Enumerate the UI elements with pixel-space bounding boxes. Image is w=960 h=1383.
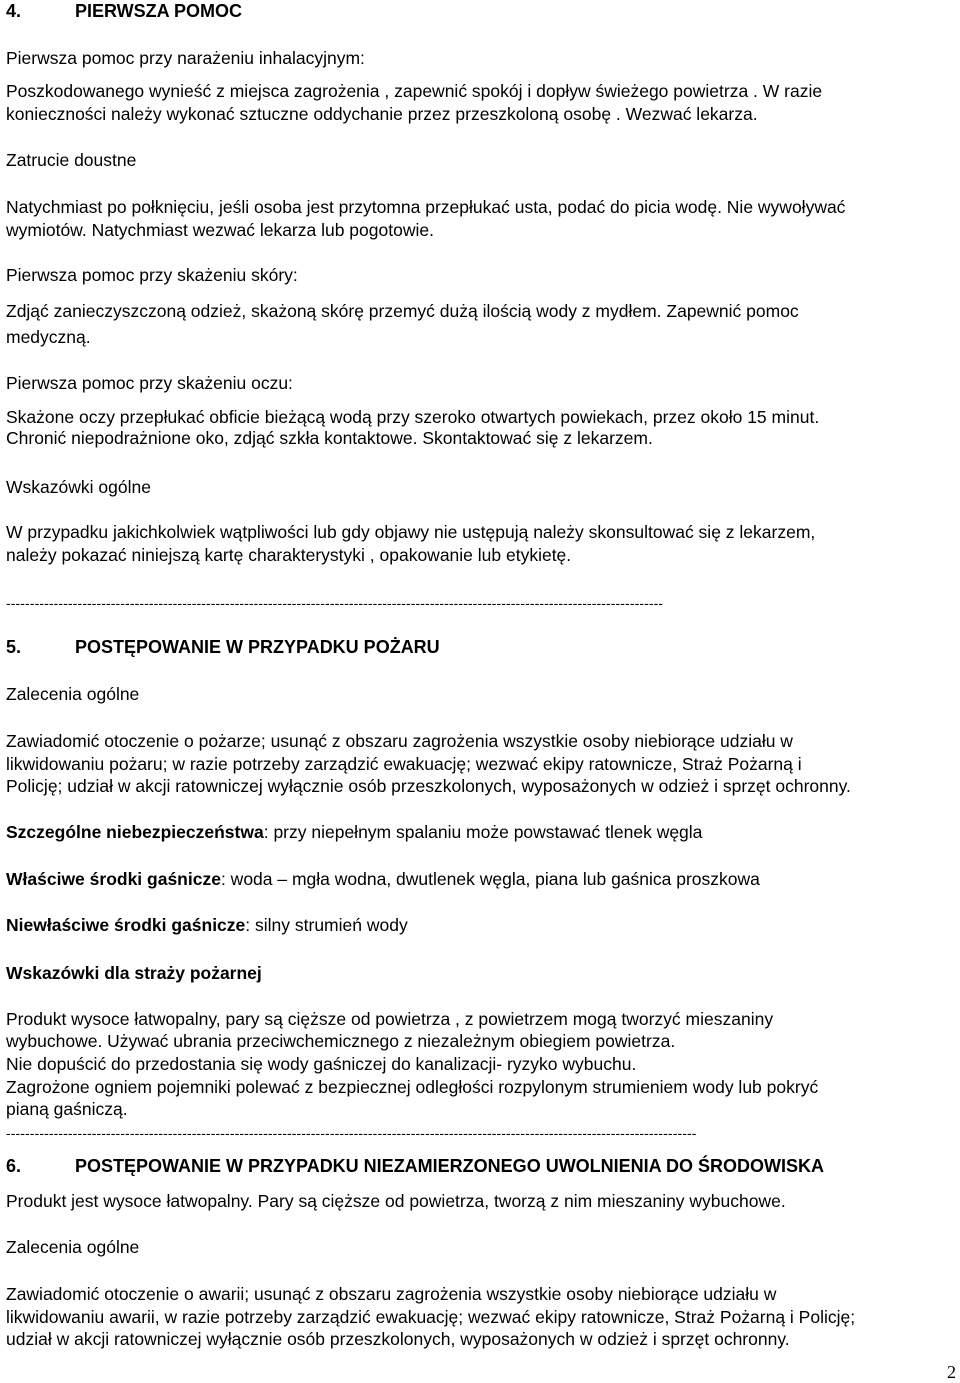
separator-line: ------------------------------------------------------------------------------------------------------------------------------------------------- [6, 1126, 697, 1140]
paragraph-line: likwidowaniu awarii, w razie potrzeby zarządzić ewakuację; wezwać ekipy ratownicze, Straż Pożarną i Policję; [6, 1307, 856, 1327]
paragraph-line: udział w akcji ratowniczej wyłącznie osób przeszkolonych, wyposażonych w odzież i sprzęt ochronny. [6, 1329, 790, 1349]
improper-media-line [6, 914, 408, 936]
paragraph-line: medyczną. [6, 327, 91, 347]
paragraph-line: likwidowaniu pożaru; w razie potrzeby zarządzić ewakuację; wezwać ekipy ratownicze, Straż Pożarną i [6, 754, 802, 774]
section-5-heading [6, 636, 440, 658]
subheading-skin: Pierwsza pomoc przy skażeniu skóry: [6, 265, 298, 285]
subheading-inhalation: Pierwsza pomoc przy narażeniu inhalacyjnym: [6, 48, 365, 68]
separator-line: ------------------------------------------------------------------------------------------------------------------------------------------ [6, 596, 664, 610]
section-6-heading [6, 1155, 824, 1177]
paragraph-line: Chronić niepodrażnione oko, zdjąć szkła kontaktowe. Skontaktować się z lekarzem. [6, 428, 653, 448]
paragraph-line: Zdjąć zanieczyszczoną odzież, skażoną skórę przemyć dużą ilością wody z mydłem. Zapewnić pomoc [6, 301, 799, 321]
page-number: 2 [947, 1362, 956, 1382]
paragraph-line: należy pokazać niniejszą kartę charakterystyki , opakowanie lub etykietę. [6, 545, 572, 565]
paragraph-line: wymiotów. Natychmiast wezwać lekarza lub pogotowie. [6, 220, 434, 240]
section-title: POSTĘPOWANIE W PRZYPADKU NIEZAMIERZONEGO UWOLNIENIA DO ŚRODOWISKA [75, 1156, 825, 1176]
paragraph-line: Produkt wysoce łatwopalny, pary są cięższe od powietrza , z powietrzem mogą tworzyć mieszaniny [6, 1009, 774, 1029]
paragraph-line: Skażone oczy przepłukać obficie bieżącą wodą przy szeroko otwartych powiekach, przez około 15 minut. [6, 407, 820, 427]
subheading-recommendations: Zalecenia ogólne [6, 684, 140, 704]
paragraph-line: Zawiadomić otoczenie o pożarze; usunąć z obszaru zagrożenia wszystkie osoby niebiorące udziału w [6, 731, 793, 751]
section-title: PIERWSZA POMOC [75, 1, 243, 21]
proper-media-line [6, 868, 760, 890]
paragraph-line: Produkt jest wysoce łatwopalny. Pary są cięższe od powietrza, tworzą z nim mieszaniny wybuchowe. [6, 1191, 786, 1211]
proper-media-label: Właściwe środki gaśnicze [6, 869, 221, 889]
paragraph-line: konieczności należy wykonać sztuczne oddychanie przez przeszkoloną osobę . Wezwać lekarza. [6, 104, 758, 124]
subheading-firefighters: Wskazówki dla straży pożarnej [6, 963, 262, 983]
improper-media-text: : silny strumień wody [245, 915, 408, 935]
subheading-ingestion: Zatrucie doustne [6, 150, 137, 170]
paragraph-line: Zagrożone ogniem pojemniki polewać z bezpiecznej odległości rozpylonym strumieniem wody lub pokryć [6, 1077, 819, 1097]
paragraph-line: pianą gaśniczą. [6, 1099, 128, 1119]
proper-media-text: : woda – mgła wodna, dwutlenek węgla, piana lub gaśnica proszkowa [220, 869, 760, 889]
subheading-eyes: Pierwsza pomoc przy skażeniu oczu: [6, 373, 293, 393]
paragraph-line: W przypadku jakichkolwiek wątpliwości lub gdy objawy nie ustępują należy skonsultować się z lekarzem, [6, 522, 816, 542]
paragraph-line: Zawiadomić otoczenie o awarii; usunąć z obszaru zagrożenia wszystkie osoby niebiorące udziału w [6, 1284, 777, 1304]
section-number: 6. [6, 1156, 22, 1176]
paragraph-line: wybuchowe. Używać ubrania przeciwchemicznego z niezależnym obiegiem powietrza. [6, 1031, 676, 1051]
paragraph-line: Natychmiast po połknięciu, jeśli osoba jest przytomna przepłukać usta, podać do picia wodę. Nie wywoływać [6, 197, 846, 217]
subheading-general: Wskazówki ogólne [6, 477, 151, 497]
hazard-line [6, 821, 702, 843]
paragraph-line: Poszkodowanego wynieść z miejsca zagrożenia , zapewnić spokój i dopływ świeżego powietrza . W razie [6, 81, 823, 101]
section-title: POSTĘPOWANIE W PRZYPADKU POŻARU [75, 637, 440, 657]
section-number: 5. [6, 637, 22, 657]
hazard-label: Szczególne niebezpieczeństwa [6, 822, 264, 842]
section-number: 4. [6, 1, 22, 21]
subheading-recommendations: Zalecenia ogólne [6, 1237, 140, 1257]
paragraph-line: Nie dopuścić do przedostania się wody gaśniczej do kanalizacji- ryzyko wybuchu. [6, 1054, 637, 1074]
section-4-heading [6, 0, 242, 22]
paragraph-line: Policję; udział w akcji ratowniczej wyłącznie osób przeszkolonych, wyposażonych w odzież i sprzęt ochronny. [6, 776, 851, 796]
improper-media-label: Niewłaściwe środki gaśnicze [6, 915, 246, 935]
hazard-text: : przy niepełnym spalaniu może powstawać tlenek węgla [263, 822, 703, 842]
